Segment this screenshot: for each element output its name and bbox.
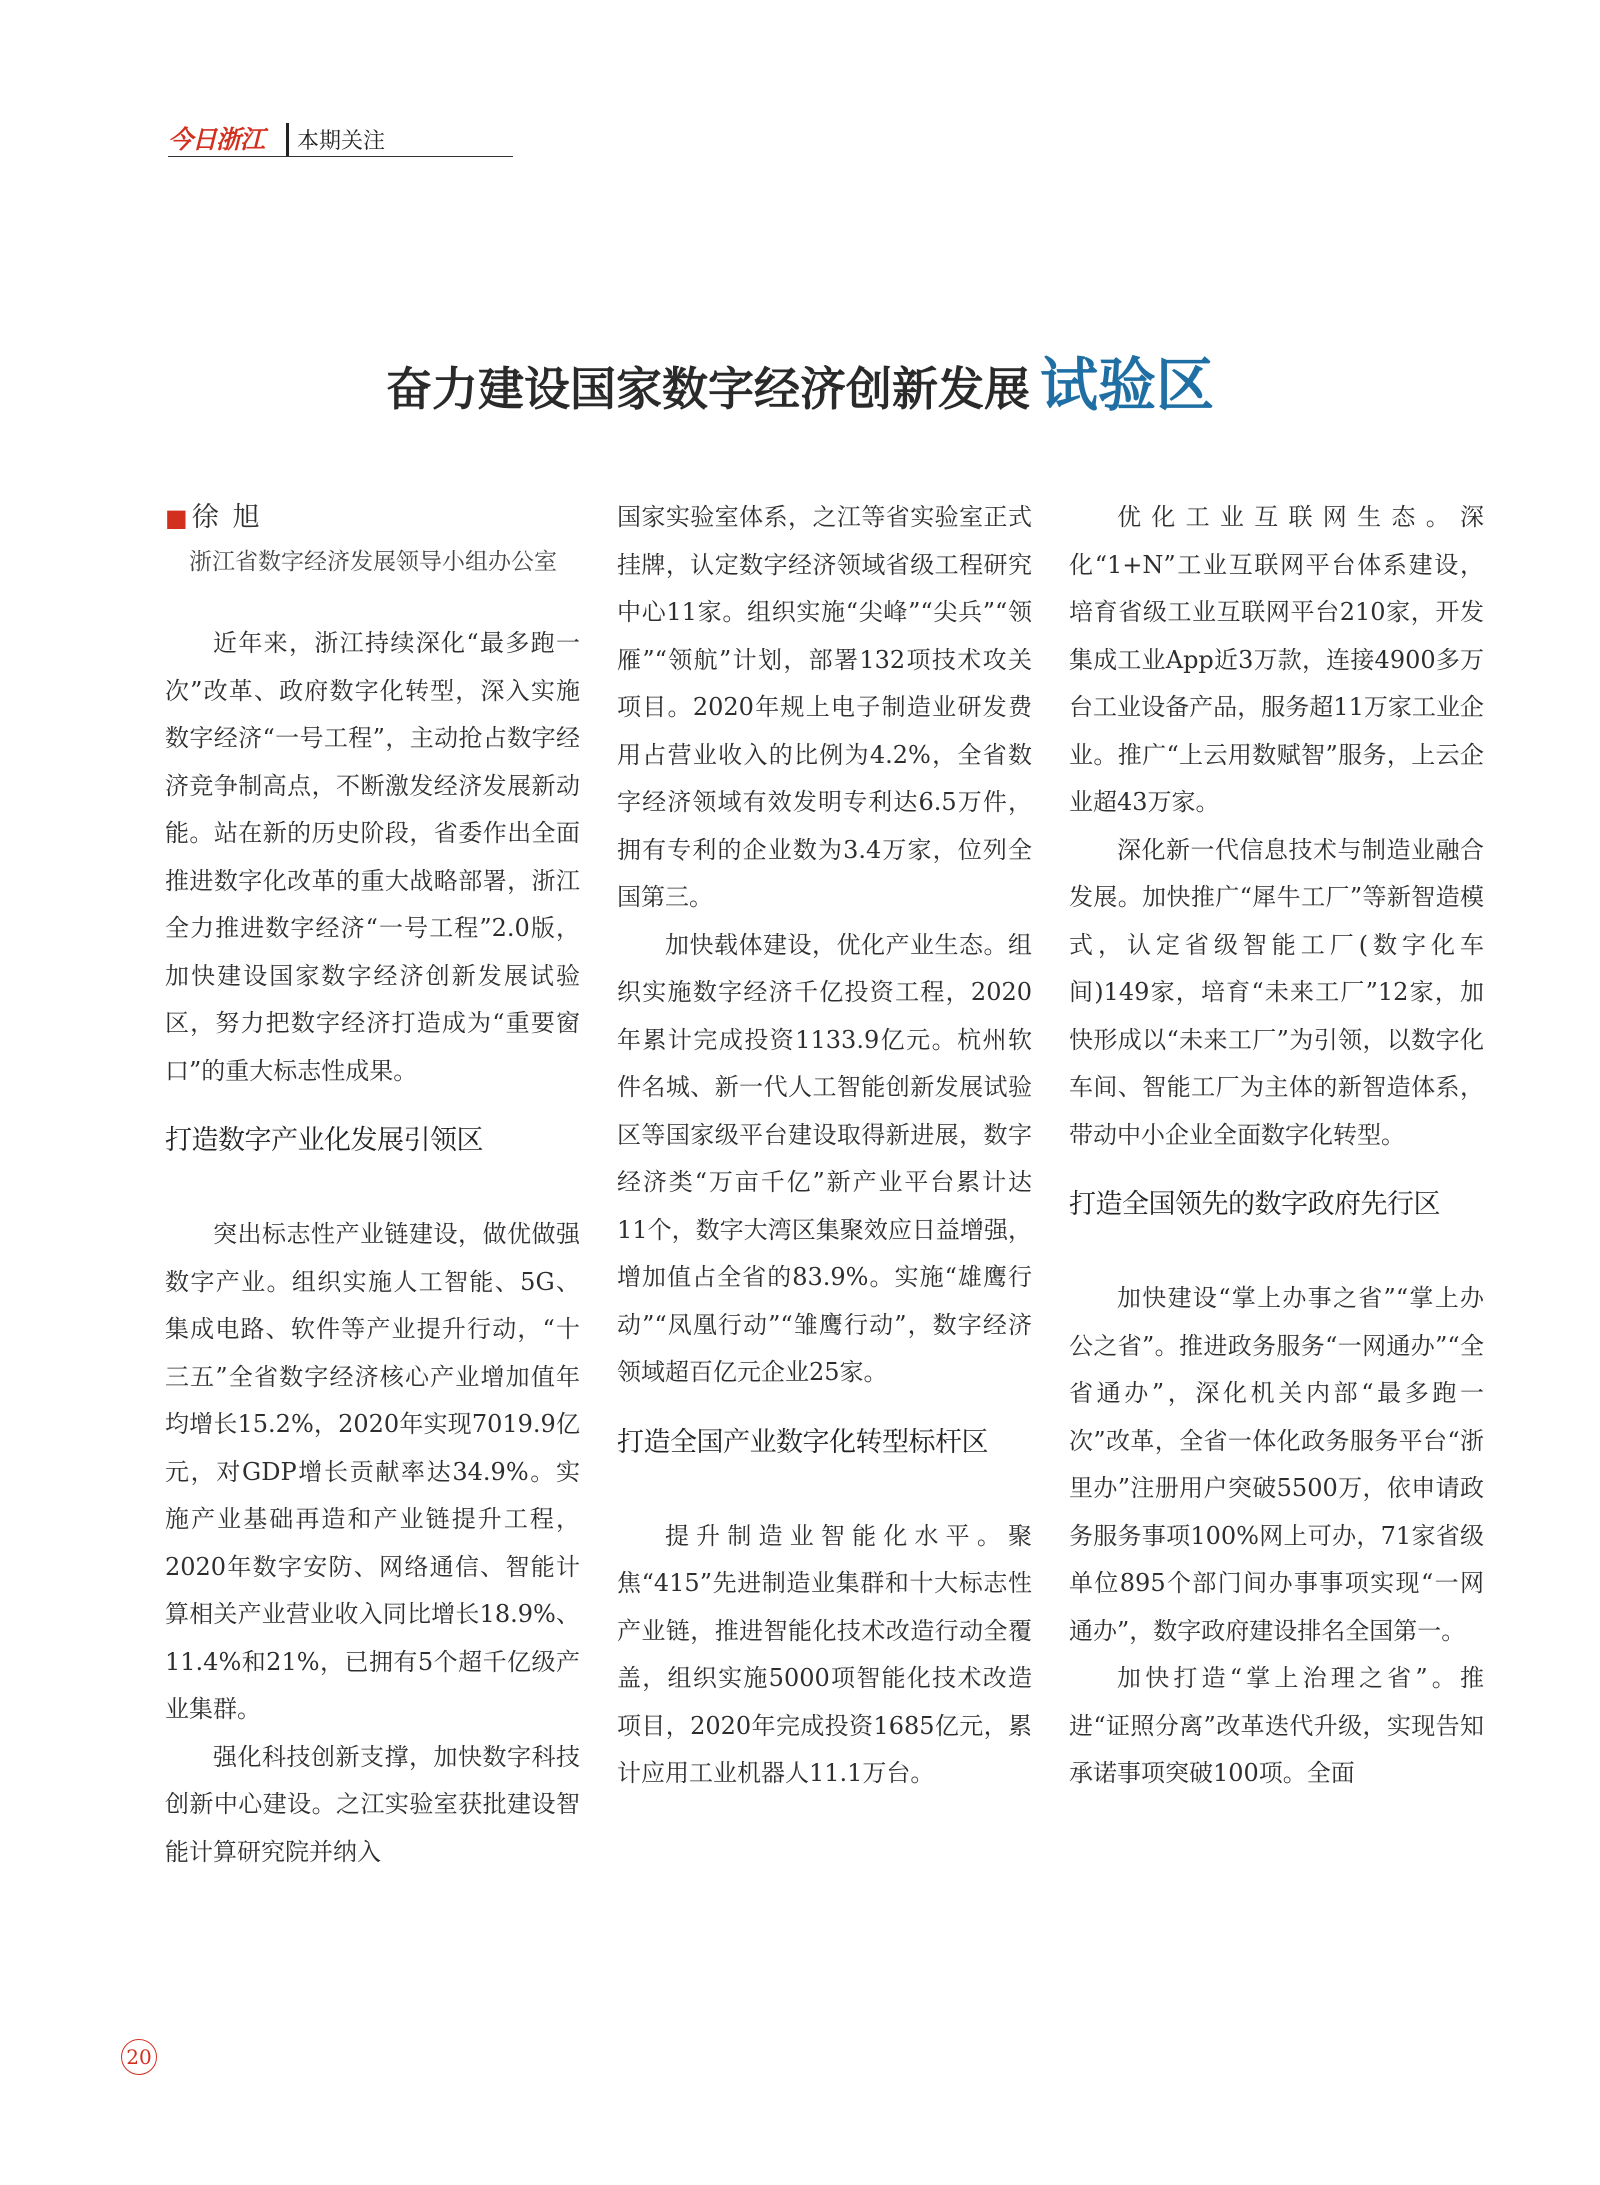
spacer [165,1165,580,1211]
paragraph: 优化工业互联网生态。深化“1+N”工业互联网平台体系建设，培育省级工业互联网平台210家，开发集成工业App近3万款，连接4900多万台工业设备产品，服务超11万家工业企业。推广“上云用数赋智”服务，上云企业超43万家。 [1069,503,1484,816]
magazine-header [168,118,513,157]
article-title-accent: 试验区 [1039,351,1214,419]
spacer [617,1397,1032,1419]
author-line [165,494,580,542]
spacer [165,1095,580,1117]
author-marker: ■ [165,504,188,532]
header-divider [286,123,289,156]
paragraph: 强化科技创新支撑，加快数字科技创新中心建设。之江实验室获批建设智能计算研究院并纳入 [165,1742,580,1866]
paragraph: 提升制造业智能化水平。聚焦“415”先进制造业集群和十大标志性产业链，推进智能化技术改造行动全覆盖，组织实施5000项智能化技术改造项目，2020年完成投资1685亿元，累计应用工业机器人11.1万台。 [617,1521,1032,1787]
spacer [1069,1229,1484,1275]
article-title [0,338,1600,422]
author-name: 徐旭 [191,502,274,533]
paragraph: 加快打造“掌上治理之省”。推进“证照分离”改革迭代升级，实现告知承诺事项突破100项。全面 [1069,1664,1484,1787]
article-title-main: 奋力建设国家数字经济创新发展 [385,362,1030,416]
spacer [617,1467,1032,1513]
section-heading: 打造全国产业数字化转型标杆区 [617,1426,988,1458]
magazine-logo: 今日浙江 [168,125,265,154]
paragraph: 近年来，浙江持续深化“最多跑一次”改革、政府数字化转型，深入实施数字经济“一号工程”，主动抢占数字经济竞争制高点，不断激发经济发展新动能。站在新的历史阶段，省委作出全面推进数字化改革的重大战略部署，浙江全力推进数字经济“一号工程”2.0版，加快建设国家数字经济创新发展试验区，努力把数字经济打造成为“重要窗口”的重大标志性成果。 [165,629,580,1085]
column-1 [165,494,580,1876]
paragraph: 加快载体建设，优化产业生态。组织实施数字经济千亿投资工程，2020年累计完成投资1133.9亿元。杭州软件名城、新一代人工智能创新发展试验区等国家级平台建设取得新进展，数字经济类“万亩千亿”新产业平台累计达11个，数字大湾区集聚效应日益增强，增加值占全省的83.9%。实施“雄鹰行动”“凤凰行动”“雏鹰行动”，数字经济领域超百亿元企业25家。 [617,930,1032,1386]
column-2 [617,494,1032,1798]
spacer [1069,1159,1484,1181]
page-number: 20 [121,2039,157,2075]
paragraph: 突出标志性产业链建设，做优做强数字产业。组织实施人工智能、5G、集成电路、软件等产业提升行动，“十三五”全省数字经济核心产业增加值年均增长15.2%，2020年实现7019.9亿元，对GDP增长贡献率达34.9%。实施产业基础再造和产业链提升工程，2020年数字安防、网络通信、智能计算相关产业营业收入同比增长18.9%、11.4%和21%，已拥有5个超千亿级产业集群。 [165,1220,580,1723]
paragraph: 加快建设“掌上办事之省”“掌上办公之省”。推进政务服务“一网通办”“全省通办”，深化机关内部“最多跑一次”改革，全省一体化政务服务平台“浙里办”注册用户突破5500万，依申请政务服务事项100%网上可办，71家省级单位895个部门间办事事项实现“一网通办”，数字政府建设排名全国第一。 [1069,1284,1484,1645]
section-name: 本期关注 [297,129,386,154]
author-affiliation: 浙江省数字经济发展领导小组办公室 [189,549,557,575]
section-heading: 打造全国领先的数字政府先行区 [1069,1189,1440,1220]
paragraph: 国家实验室体系，之江等省实验室正式挂牌，认定数字经济领域省级工程研究中心11家。组织实施“尖峰”“尖兵”“领雁”“领航”计划，部署132项技术攻关项目。2020年规上电子制造业研发费用占营业收入的比例为4.2%，全省数字经济领域有效发明专利达6.5万件，拥有专利的企业数为3.4万家，位列全国第三。 [617,503,1032,911]
spacer [165,582,580,620]
paragraph: 深化新一代信息技术与制造业融合发展。加快推广“犀牛工厂”等新智造模式，认定省级智能工厂(数字化车间)149家，培育“未来工厂”12家，加快形成以“未来工厂”为引领，以数字化车间、智能工厂为主体的新智造体系，带动中小企业全面数字化转型。 [1069,835,1484,1149]
column-3 [1069,494,1484,1798]
section-heading: 打造数字产业化发展引领区 [165,1125,483,1156]
